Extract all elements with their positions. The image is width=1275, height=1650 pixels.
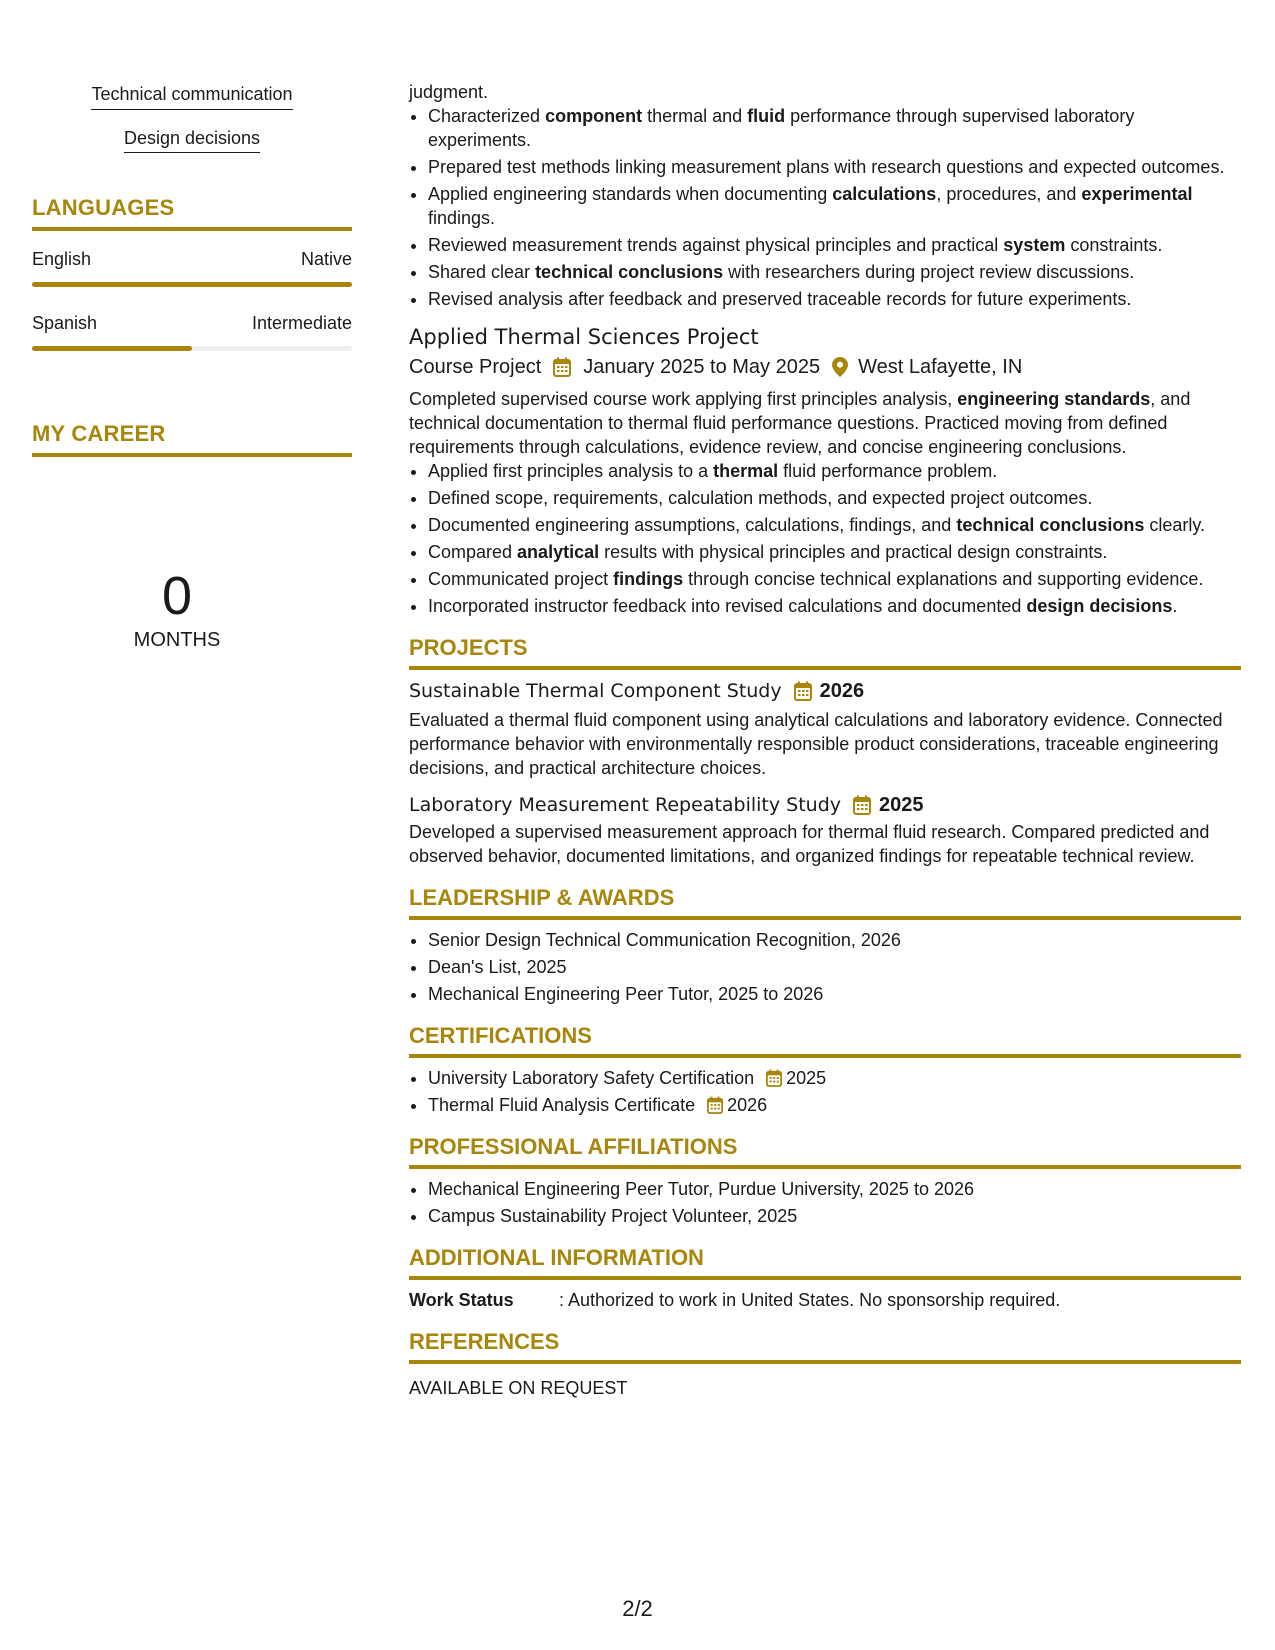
section-divider xyxy=(409,1054,1241,1058)
career-section xyxy=(32,421,352,652)
section-divider xyxy=(409,666,1241,670)
project-year: 2025 xyxy=(879,794,924,816)
experience-continued xyxy=(409,80,1241,311)
list-item xyxy=(428,1093,1241,1117)
job-dates: January 2025 to May 2025 xyxy=(583,356,821,378)
languages-heading: LANGUAGES xyxy=(32,195,175,221)
calendar-icon xyxy=(853,795,871,815)
list-item: • Applied engineering standards when documenting calculations, procedures, and experimental findings. xyxy=(428,182,1241,230)
career-counter xyxy=(32,566,322,652)
cert-name: • Thermal Fluid Analysis Certificate xyxy=(428,1095,696,1115)
proficiency-fill xyxy=(32,346,192,351)
projects-heading: PROJECTS xyxy=(409,635,528,660)
affiliations-list xyxy=(409,1177,1241,1228)
proficiency-bar xyxy=(32,346,352,351)
list-item: • Mechanical Engineering Peer Tutor, Purdue University, 2025 to 2026 xyxy=(428,1177,1241,1201)
language-item xyxy=(32,249,352,287)
section-divider xyxy=(32,227,352,231)
lead-text: judgment. xyxy=(409,82,489,102)
proficiency-fill xyxy=(32,282,352,287)
skill-tags xyxy=(32,84,352,153)
project-description: Evaluated a thermal fluid component using analytical calculations and laboratory evidence. Connected performance behavior with environmentally responsible product considerations, traceable engineering decisions, and practical architecture choices. xyxy=(409,710,1223,778)
job-location: West Lafayette, IN xyxy=(858,356,1023,378)
leadership-list xyxy=(409,928,1241,1006)
affiliations-heading: PROFESSIONAL AFFILIATIONS xyxy=(409,1134,738,1159)
references-section xyxy=(409,1328,1241,1400)
main-content xyxy=(409,80,1241,1400)
calendar-icon xyxy=(707,1096,723,1114)
list-item: • Mechanical Engineering Peer Tutor, 2025 to 2026 xyxy=(428,982,1241,1006)
project-title: Laboratory Measurement Repeatability Study xyxy=(409,794,842,816)
section-divider xyxy=(32,453,352,457)
skill-tag: Technical communication xyxy=(91,84,292,110)
work-status-label: Work Status xyxy=(409,1290,514,1310)
cert-name: • University Laboratory Safety Certification xyxy=(428,1068,755,1088)
project-description: Developed a supervised measurement approach for thermal fluid research. Compared predicted and observed behavior, documented limitations, and organized findings for repeatable technical review. xyxy=(409,822,1210,866)
project-item xyxy=(409,792,1241,868)
cert-year: 2026 xyxy=(727,1095,768,1115)
list-item: • Dean's List, 2025 xyxy=(428,955,1241,979)
job-type: Course Project xyxy=(409,356,542,378)
project-item xyxy=(409,678,1241,780)
list-item: • Revised analysis after feedback and preserved traceable records for future experiments. xyxy=(428,287,1241,311)
section-divider xyxy=(409,1360,1241,1364)
list-item: • Senior Design Technical Communication Recognition, 2026 xyxy=(428,928,1241,952)
map-pin-icon xyxy=(832,357,848,377)
career-unit: MONTHS xyxy=(133,629,221,652)
references-heading: REFERENCES xyxy=(409,1329,560,1354)
list-item xyxy=(428,1066,1241,1090)
experience-bullets xyxy=(409,104,1241,311)
list-item: • Characterized component thermal and fluid performance through supervised laboratory experiments. xyxy=(428,104,1241,152)
list-item: • Incorporated instructor feedback into revised calculations and documented design decisions. xyxy=(428,594,1241,618)
section-divider xyxy=(409,1165,1241,1169)
list-item: • Campus Sustainability Project Volunteer, 2025 xyxy=(428,1204,1241,1228)
job-summary: Completed supervised course work applying first principles analysis, engineering standards, and technical documentation to thermal fluid performance questions. Practiced moving from defined requirements through calculations, evidence review, and concise engineering conclusions. xyxy=(409,389,1191,457)
language-level: Intermediate xyxy=(251,313,352,334)
cert-year: 2025 xyxy=(786,1068,827,1088)
career-value: 0 xyxy=(161,566,193,627)
language-item xyxy=(32,313,352,351)
proficiency-bar xyxy=(32,282,352,287)
work-status-value: : Authorized to work in United States. No sponsorship required. xyxy=(559,1290,1061,1310)
career-heading: MY CAREER xyxy=(32,421,166,447)
list-item: • Applied first principles analysis to a thermal fluid performance problem. xyxy=(428,459,1241,483)
affiliations-section xyxy=(409,1133,1241,1228)
calendar-icon xyxy=(794,681,812,701)
skill-tag: Design decisions xyxy=(124,128,260,154)
list-item: • Defined scope, requirements, calculation methods, and expected project outcomes. xyxy=(428,486,1241,510)
job-meta xyxy=(409,353,1241,381)
section-divider xyxy=(409,916,1241,920)
list-item: • Shared clear technical conclusions with researchers during project review discussions. xyxy=(428,260,1241,284)
job-title: Applied Thermal Sciences Project xyxy=(409,325,759,349)
list-item: • Communicated project findings through concise technical explanations and supporting evidence. xyxy=(428,567,1241,591)
projects-section xyxy=(409,634,1241,868)
leadership-heading: LEADERSHIP & AWARDS xyxy=(409,885,675,910)
list-item: • Compared analytical results with physical principles and practical design constraints. xyxy=(428,540,1241,564)
list-item: • Documented engineering assumptions, calculations, findings, and technical conclusions clearly. xyxy=(428,513,1241,537)
job-bullets xyxy=(409,459,1241,618)
section-divider xyxy=(409,1276,1241,1280)
additional-section xyxy=(409,1244,1241,1312)
certifications-list xyxy=(409,1066,1241,1117)
list-item: • Reviewed measurement trends against physical principles and practical system constraints. xyxy=(428,233,1241,257)
additional-heading: ADDITIONAL INFORMATION xyxy=(409,1245,704,1270)
certifications-heading: CERTIFICATIONS xyxy=(409,1023,592,1048)
language-level: Native xyxy=(300,249,352,270)
certifications-section xyxy=(409,1022,1241,1117)
project-year: 2026 xyxy=(819,680,865,702)
work-status-row xyxy=(409,1288,1241,1312)
page-number: 2/2 xyxy=(622,1596,653,1621)
leadership-section xyxy=(409,884,1241,1006)
calendar-icon xyxy=(553,357,571,377)
sidebar xyxy=(32,84,352,652)
job-entry xyxy=(409,323,1241,618)
list-item: • Prepared test methods linking measurement plans with research questions and expected outcomes. xyxy=(428,155,1241,179)
references-text: AVAILABLE ON REQUEST xyxy=(409,1378,628,1398)
language-name: Spanish xyxy=(32,313,98,334)
language-name: English xyxy=(32,249,92,270)
project-title: Sustainable Thermal Component Study xyxy=(409,680,782,702)
calendar-icon xyxy=(766,1069,782,1087)
languages-section xyxy=(32,195,352,351)
